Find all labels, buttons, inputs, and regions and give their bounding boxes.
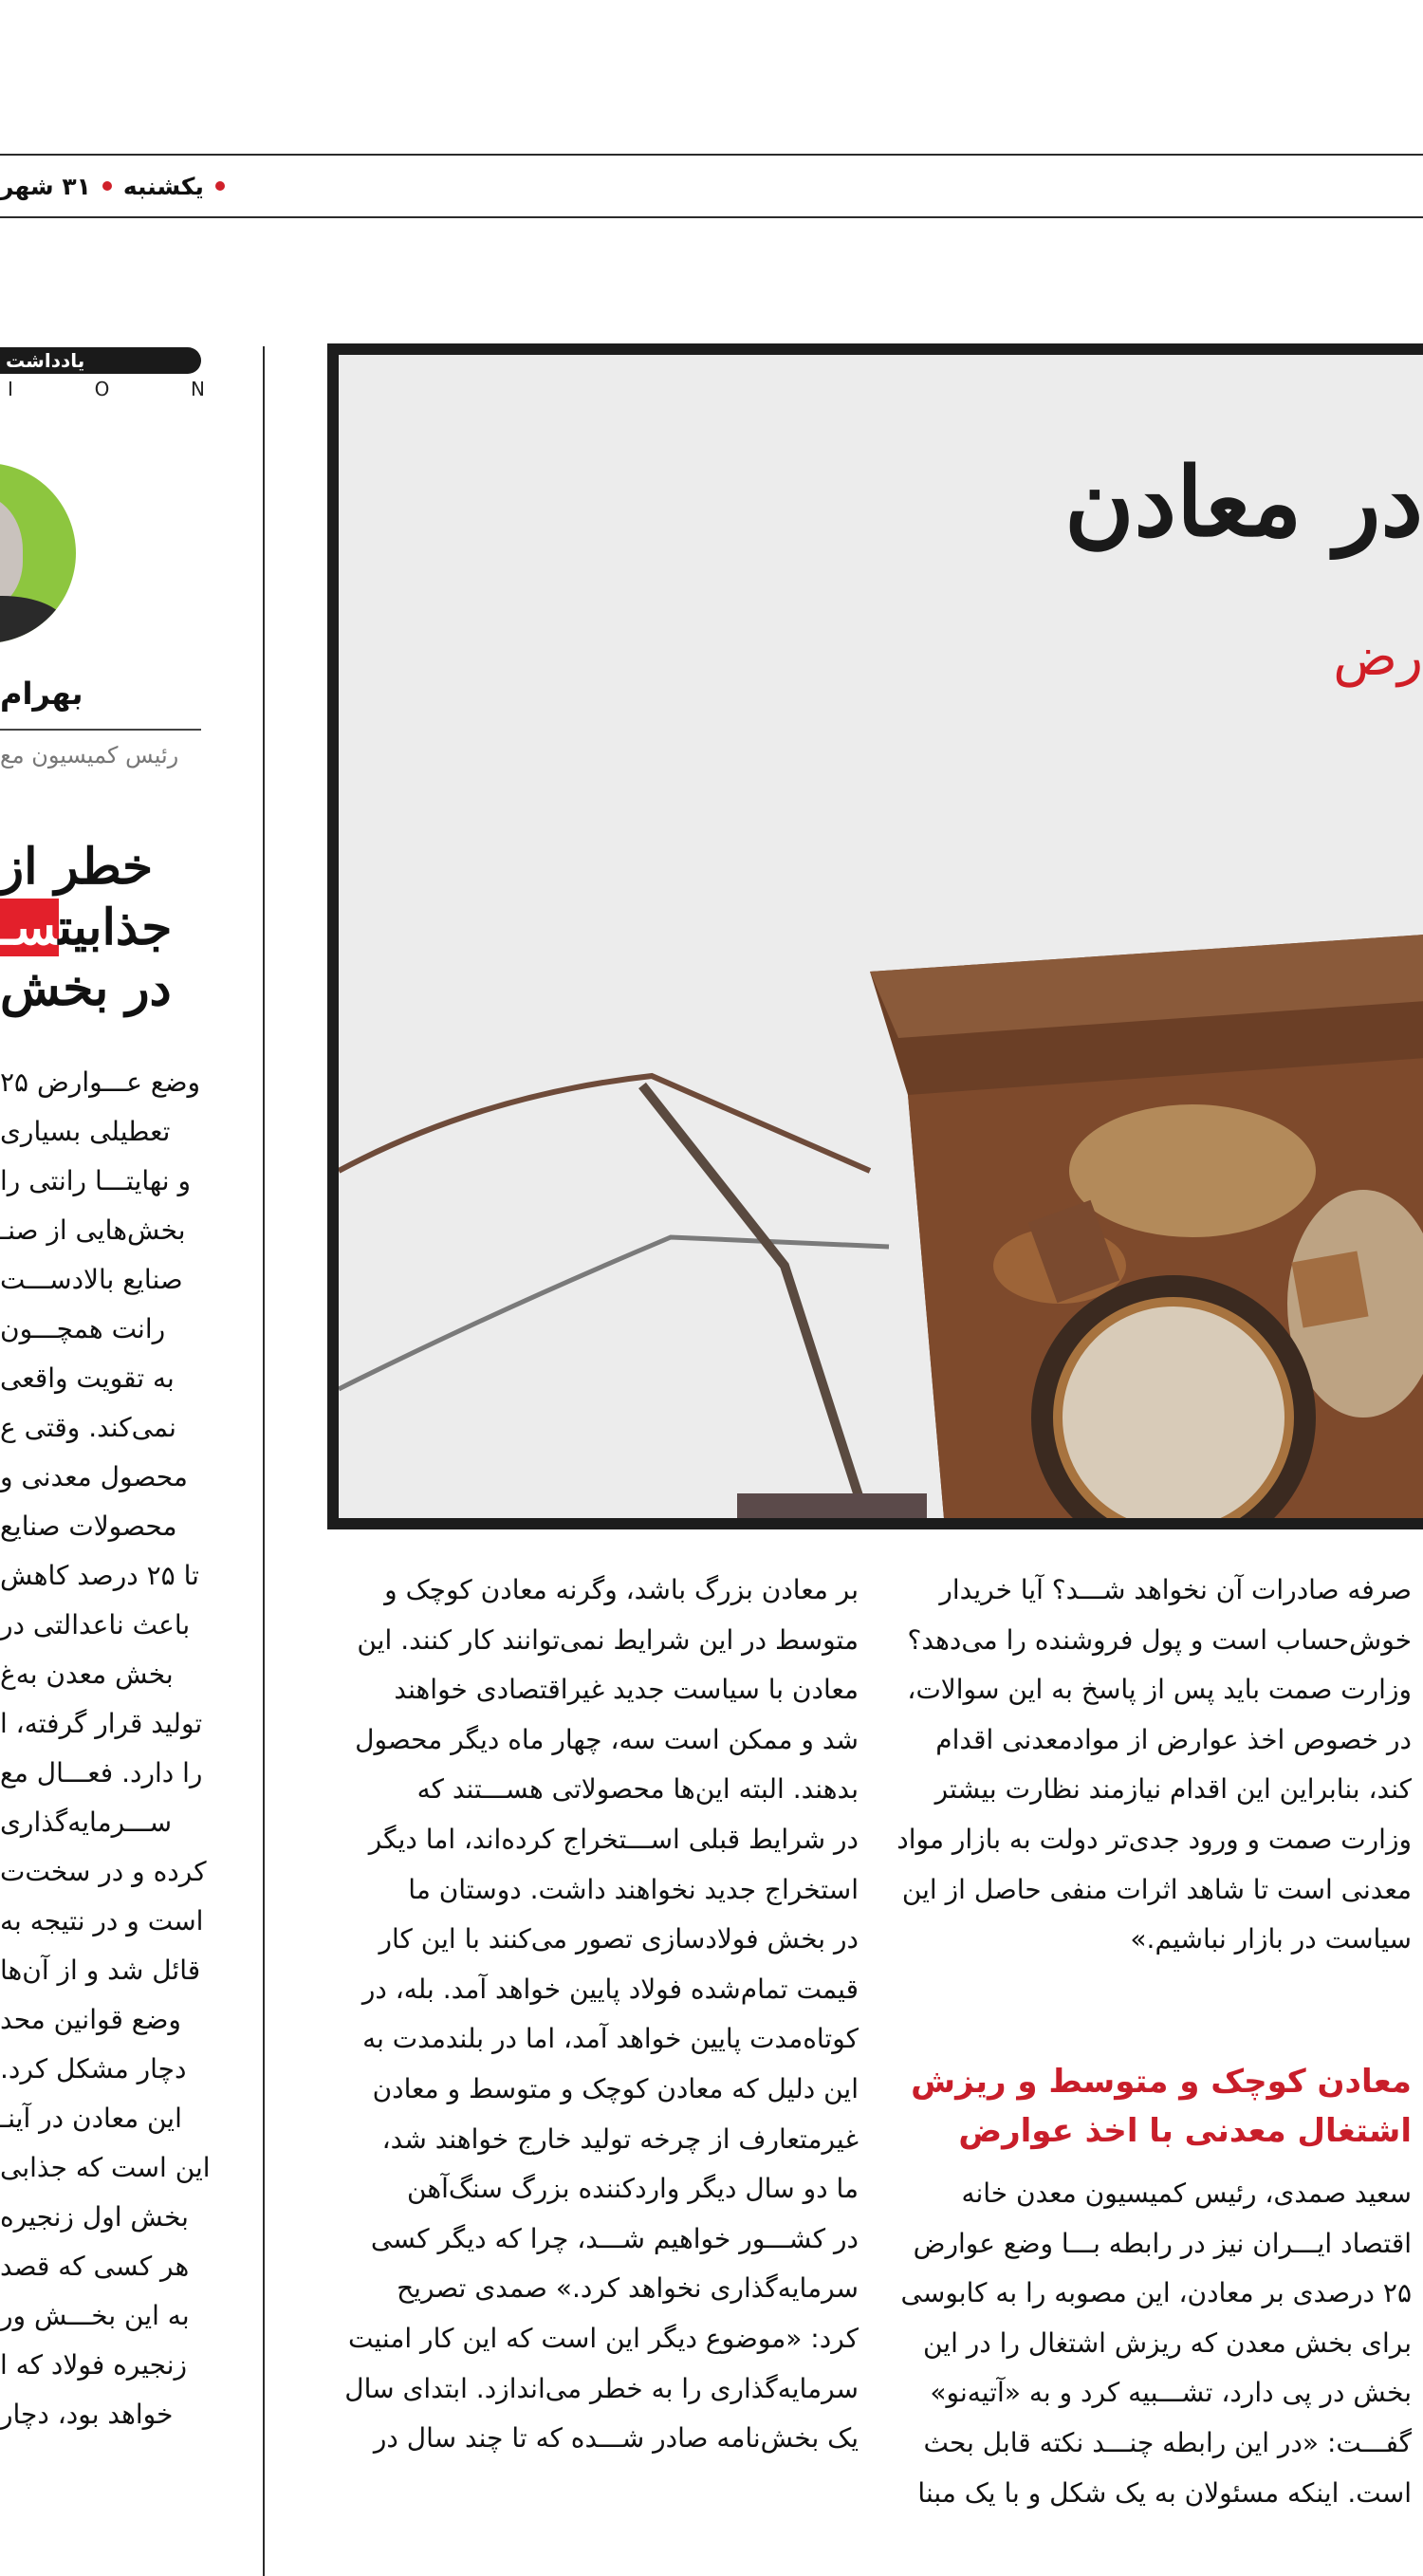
- text-line: معادن با سیاست جدید غیراقتصادی خواهند: [394, 1674, 859, 1706]
- text-line: در کشـــور خواهیم شـــد، چرا که دیگر کسی: [370, 2222, 859, 2254]
- text-line: صرفه صادرات آن نخواهد شـــد؟ آیا خریدار: [939, 1574, 1412, 1605]
- text-line: متوسط در این شرایط نمی‌توانند کار کنند. این: [357, 1623, 859, 1656]
- text-line: وضع عـــوارض ۲۵: [0, 1066, 201, 1098]
- text-line: نمی‌کند. وقتی ع: [0, 1412, 176, 1443]
- text-line: قائل شد و از آن‌ها: [0, 1955, 201, 1986]
- text-line: یک بخش‌نامه صادر شـــده که تا چند سال در: [373, 2422, 859, 2455]
- article-column-middle: [313, 1566, 859, 2464]
- text-line: این دلیل که معادن کوچک و متوسط و معادن: [372, 2072, 859, 2104]
- text-line: برای بخش معدن که ریزش اشتغال را در این: [922, 2326, 1412, 2359]
- text-line: وزارت صمت و ورود جدی‌تر دولت به بازار مواد: [896, 1823, 1412, 1855]
- section-letter: N: [191, 378, 207, 400]
- author-name: بهرام: [0, 676, 83, 712]
- text-line: وضع قوانین محد: [0, 2004, 181, 2035]
- text-line: قیمت تمام‌شده فولاد پایین خواهد آمد. بله، در: [361, 1973, 859, 2005]
- opinion-section-letters: [8, 378, 207, 400]
- opinion-section-tag: یادداشت: [0, 347, 201, 374]
- text-line: تولید قرار گرفته، ا: [0, 1708, 203, 1739]
- subheading-line: اشتغال معدنی با اخذ عوارض: [958, 2112, 1412, 2150]
- section-letter: I: [8, 378, 15, 400]
- text-line: این معادن در آینـ: [0, 2103, 182, 2134]
- issue-date: ۳۱ شهر: [0, 172, 91, 200]
- text-line: معدنی است تا شاهد اثرات منفی حاصل از این: [901, 1873, 1412, 1905]
- photo-headline: در معادن: [1064, 446, 1423, 558]
- author-divider: [0, 729, 201, 731]
- text-line: سیاست در بازار نباشیم.»: [1130, 1923, 1412, 1955]
- opinion-headline: [0, 837, 228, 1019]
- header-bottom-rule: [0, 216, 1423, 218]
- bullet-dot: [215, 181, 225, 191]
- text-line: سرمایه‌گذاری را به خطر می‌اندازد. ابتدای سال: [344, 2372, 859, 2404]
- avatar-suit: [0, 596, 66, 643]
- avatar-head: [0, 495, 23, 609]
- text-line: در خصوص اخذ عوارض از موادمعدنی اقدام: [935, 1723, 1412, 1755]
- photo-subheadline: رض: [1333, 626, 1423, 688]
- text-line: باعث ناعدالتی در: [0, 1609, 191, 1640]
- text-line: است. اینکه مسئولان به یک شکل و با یک مبنا: [917, 2476, 1412, 2509]
- text-line: ۲۵ درصدی بر معادن، این مصوبه را به کابوسی: [900, 2277, 1412, 2309]
- text-line: به این بخـــش ور: [0, 2300, 190, 2331]
- section-letter: O: [94, 378, 112, 400]
- headline-line: خطر از: [0, 838, 154, 896]
- text-line: خوش‌حساب است و پول فروشنده را می‌دهد؟: [907, 1623, 1412, 1656]
- headline-highlight: سـ: [0, 899, 59, 956]
- text-line: هر کسی که قصد: [0, 2251, 190, 2282]
- author-avatar: [0, 463, 76, 643]
- headline-line-text: جذابیت: [58, 899, 173, 956]
- text-line: سرمایه‌گذاری نخواهد کرد.» صمدی تصریح: [397, 2272, 859, 2305]
- text-line: تا ۲۵ درصد کاهش: [0, 1560, 199, 1591]
- text-line: به تقویت واقعی: [0, 1362, 175, 1394]
- issue-date-strip: [0, 161, 225, 211]
- text-line: دچار مشکل کرد.: [0, 2053, 187, 2085]
- text-line: کرد: «موضوع دیگر این است که این کار امنیت: [347, 2322, 859, 2354]
- article-column-right-continued: [899, 2169, 1412, 2518]
- text-line: در شرایط قبلی اســـتخراج کرده‌اند، اما دیگر: [368, 1823, 859, 1855]
- text-line: سعید صمدی، رئیس کمیسیون معدن خانه: [961, 2178, 1412, 2209]
- text-line: استخراج جدید نخواهند داشت. دوستان ما: [408, 1873, 859, 1905]
- column-divider: [263, 346, 265, 2576]
- text-line: کند، بنابراین این اقدام نیازمند نظارت بیشتر: [934, 1773, 1412, 1806]
- text-line: محصولات صنایع: [0, 1510, 177, 1542]
- text-line: بخش در پی دارد، تشـــبیه کرد و به «آتیه‌نو»: [930, 2377, 1412, 2409]
- text-line: بخش‌هایی از صنـ: [0, 1214, 186, 1246]
- text-line: اقتصاد ایـــران نیز در رابطه بـــا وضع عوارض: [913, 2227, 1412, 2259]
- text-line: کوتاه‌مدت پایین خواهد آمد، اما در بلندمدت به: [362, 2023, 859, 2055]
- text-line: رانت همچـــون: [0, 1313, 166, 1344]
- issue-day: یکشنبه: [122, 172, 204, 200]
- text-line: غیرمتعارف از چرخه تولید خارج خواهند شد،: [381, 2122, 859, 2155]
- text-line: در بخش فولادسازی تصور می‌کنند با این کار: [379, 1923, 859, 1955]
- author-role: رئیس کمیسیون مع: [0, 742, 179, 769]
- headline-line: در بخش: [0, 959, 172, 1017]
- bullet-dot: [102, 181, 112, 191]
- text-line: گفـــت: «در این رابطه چنـــد نکته قابل بحث: [923, 2426, 1412, 2458]
- text-line: محصول معدنی و: [0, 1461, 188, 1492]
- article-subheading: [899, 2057, 1412, 2156]
- header-top-rule: [0, 154, 1423, 156]
- opinion-body: [0, 1058, 251, 2439]
- text-line: این است که جذابی: [0, 2152, 211, 2183]
- text-line: خواهد بود، دچار: [0, 2399, 174, 2430]
- headline-line: [0, 898, 228, 958]
- text-line: بر معادن بزرگ باشد، وگرنه معادن کوچک و: [384, 1574, 859, 1605]
- text-line: بخش اول زنجیره: [0, 2201, 189, 2233]
- text-line: کرده و در سخت‌ت: [0, 1856, 207, 1887]
- text-line: ســـرمایه‌گذاری: [0, 1807, 173, 1838]
- text-line: بدهند. البته این‌ها محصولاتی هســـتند که: [416, 1773, 859, 1806]
- text-line: تعطیلی بسیاری: [0, 1116, 171, 1147]
- text-line: وزارت صمت باید پس از پاسخ به این سوالات،: [907, 1674, 1412, 1706]
- text-line: زنجیره فولاد که ا: [0, 2349, 188, 2381]
- article-column-right: [896, 1566, 1412, 1965]
- text-line: ما دو سال دیگر وارد‌کننده بزرگ سنگ‌آهن: [407, 2173, 859, 2205]
- text-line: و نهایتـــا رانتی را: [0, 1165, 192, 1196]
- subheading-line: معادن کوچک و متوسط و ریزش: [911, 2063, 1412, 2101]
- text-line: شد و ممکن است سه، چهار ماه دیگر محصول: [355, 1723, 859, 1755]
- text-line: بخش معدن به‌غ: [0, 1659, 174, 1690]
- text-line: را دارد. فعـــال مع: [0, 1757, 203, 1788]
- text-line: صنایع بالادســـت: [0, 1264, 183, 1295]
- text-line: است و در نتیجه به: [0, 1905, 204, 1937]
